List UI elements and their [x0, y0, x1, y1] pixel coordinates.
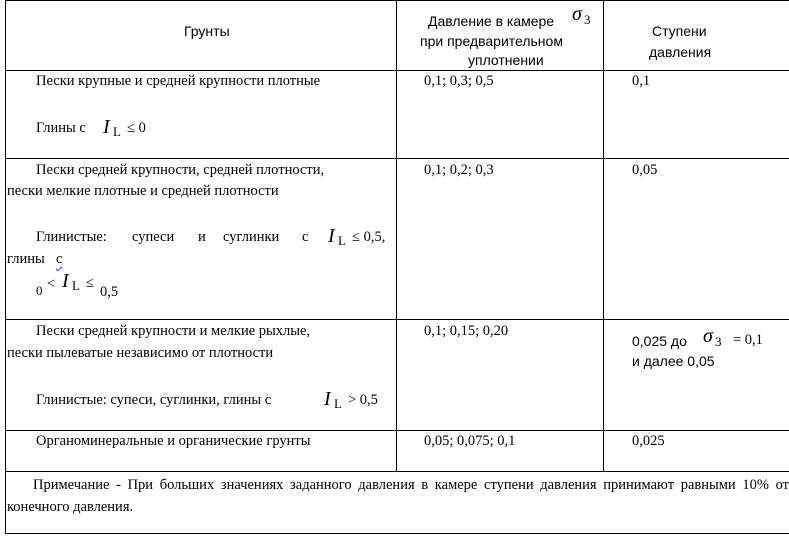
row2-bottom-rule: [5, 319, 789, 320]
row4-steps: 0,025: [632, 433, 665, 449]
row3-pressures: 0,1; 0,15; 0,20: [424, 323, 509, 339]
row4-bottom-rule: [5, 471, 789, 472]
header-bottom-rule: [5, 70, 789, 71]
row1-soil-a: Пески крупные и средней крупности плотные: [36, 73, 321, 89]
column-divider-1: [396, 0, 397, 471]
sigma-symbol: σ: [572, 3, 582, 25]
row2-steps: 0,05: [632, 162, 658, 178]
row1-pressures: 0,1; 0,3; 0,5: [424, 73, 494, 89]
row3-bottom-rule: [5, 430, 789, 431]
row1-steps: 0,1: [632, 73, 651, 89]
table-border-top: [5, 0, 789, 1]
table-border-left: [5, 0, 6, 534]
column-divider-2: [603, 0, 604, 471]
row1-bottom-rule: [5, 158, 789, 159]
table-note: Примечание - При больших значениях заданного давления в камере ступени давления принимают равными 10% от конечного давления.: [7, 477, 789, 515]
row4-pressures: 0,05; 0,075; 0,1: [424, 433, 516, 449]
header-soils: Грунты: [184, 23, 230, 39]
table-border-bottom: [5, 533, 789, 534]
row4-soil-a: Органоминеральные и органические грунты: [36, 433, 311, 449]
row2-pressures: 0,1; 0,2; 0,3: [424, 162, 494, 178]
